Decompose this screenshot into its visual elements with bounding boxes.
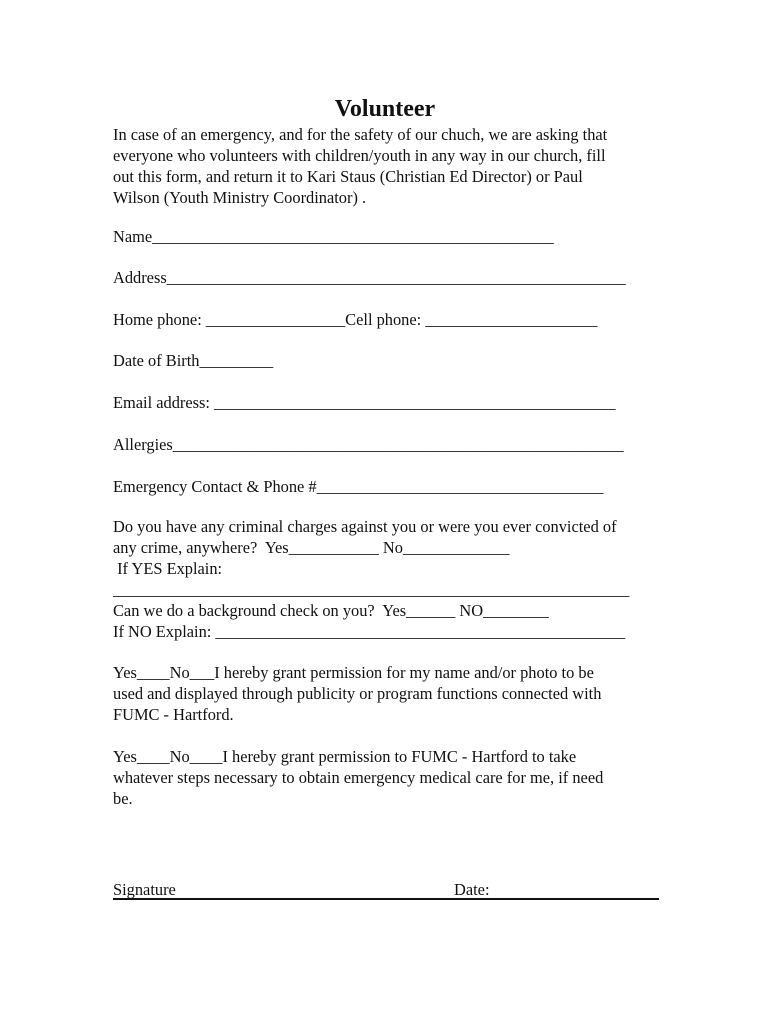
phone-fields[interactable]: Home phone: _________________Cell phone: _____________________ [113, 310, 598, 329]
photo-permission-line-1[interactable]: Yes____No___I hereby grant permission for my name and/or photo to be [113, 663, 594, 682]
address-field[interactable]: Address________________________________________________________ [113, 268, 626, 287]
date-label: Date: [454, 880, 490, 899]
photo-permission-line-3: FUMC - Hartford. [113, 705, 234, 724]
intro-line-1: In case of an emergency, and for the safety of our chuch, we are asking that [113, 125, 608, 144]
signature-line[interactable] [113, 898, 659, 900]
form-title: Volunteer [334, 96, 436, 122]
name-field[interactable]: Name_________________________________________________ [113, 227, 554, 246]
intro-line-2: everyone who volunteers with children/youth in any way in our church, fill [113, 146, 606, 165]
background-check-question[interactable]: Can we do a background check on you? Yes______ NO________ [113, 601, 549, 620]
criminal-question-yes-no[interactable]: any crime, anywhere? Yes___________ No_____________ [113, 538, 510, 557]
background-explain-field[interactable]: If NO Explain: __________________________________________________ [113, 622, 626, 641]
intro-line-3: out this form, and return it to Kari Staus (Christian Ed Director) or Paul [113, 167, 583, 186]
allergies-field[interactable]: Allergies_______________________________________________________ [113, 435, 624, 454]
emergency-contact-field[interactable]: Emergency Contact & Phone #___________________________________ [113, 477, 604, 496]
criminal-question-line-1: Do you have any criminal charges against you or were you ever convicted of [113, 517, 617, 536]
photo-permission-line-2: used and displayed through publicity or program functions connected with [113, 684, 602, 703]
medical-permission-line-3: be. [113, 789, 133, 808]
medical-permission-line-2: whatever steps necessary to obtain emergency medical care for me, if need [113, 768, 604, 787]
date-of-birth-field[interactable]: Date of Birth_________ [113, 351, 274, 370]
intro-line-4: Wilson (Youth Ministry Coordinator) . [113, 188, 367, 207]
medical-permission-line-1[interactable]: Yes____No____I hereby grant permission to FUMC - Hartford to take [113, 747, 577, 766]
criminal-explain-field[interactable]: _______________________________________________________________ [113, 580, 630, 599]
email-field[interactable]: Email address: _________________________________________________ [113, 393, 616, 412]
signature-label: Signature [113, 880, 176, 899]
criminal-explain-label: If YES Explain: [113, 559, 223, 578]
